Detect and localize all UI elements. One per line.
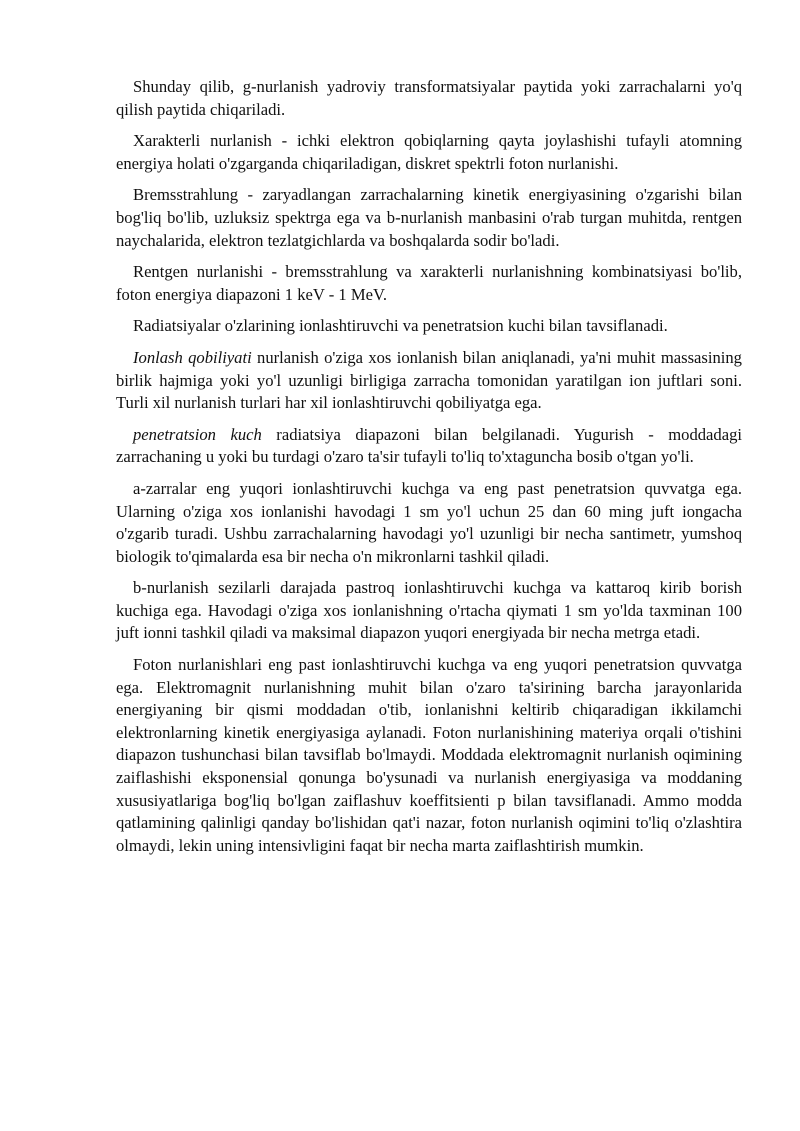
paragraph-text: Radiatsiyalar o'zlarining ionlashtiruvchi va penetratsion kuchi bilan tavsiflanadi. bbox=[133, 316, 668, 336]
paragraph-text: Bremsstrahlung - zaryadlangan zarrachalarning kinetik energiyasining o'zgarishi bilan bog'liq bo'lib, uzluksiz spektrga ega va b-nurlanish manbasini o'rab turgan muhitda, rentgen naychalarida, elektron tezlatgichlarda va boshqalarda sodir bo'ladi. bbox=[116, 185, 742, 250]
paragraph-text: a-zarralar eng yuqori ionlashtiruvchi kuchga va eng past penetratsion quvvatga ega. Ularning o'ziga xos ionlanishi havodagi 1 sm yo'l uchun 25 dan 60 ming juft iongacha o'zgarib turadi. Ushbu zarrachalarning havodagi yo'l uzunligi bir necha santimetr, yumshoq biologik to'qimalarda esa bir necha o'n mikronlarni tashkil qiladi. bbox=[116, 478, 742, 566]
paragraph-text: b-nurlanish sezilarli darajada pastroq ionlashtiruvchi kuchga va kattaroq kirib borish kuchiga ega. Havodagi o'ziga xos ionlanishning o'rtacha qiymati 1 sm yo'lda taxminan 100 juft ionni tashkil qiladi va maksimal diapazon yuqori energiyada bir necha metrga etadi. bbox=[116, 578, 742, 643]
paragraph-beta-radiation bbox=[116, 577, 742, 645]
paragraph-gamma-emission bbox=[116, 76, 742, 121]
paragraph-radiation-properties bbox=[116, 315, 742, 338]
paragraph-text: Rentgen nurlanishi - bremsstrahlung va xarakterli nurlanishning kombinatsiyasi bo'lib, foton energiya diapazoni 1 keV - 1 MeV. bbox=[116, 262, 742, 304]
paragraph-ionization-ability bbox=[116, 347, 742, 415]
paragraph-text: Xarakterli nurlanish - ichki elektron qobiqlarning qayta joylashishi tufayli atomning energiya holati o'zgarganda chiqariladigan, diskret spektrli foton nurlanishi. bbox=[116, 131, 742, 173]
paragraph-alpha-particles bbox=[116, 478, 742, 568]
paragraph-photon-radiation bbox=[116, 654, 742, 857]
paragraph-text: radiatsiya diapazoni bilan belgilanadi. Yugurish - moddadagi zarrachaning u yoki bu turdagi o'zaro ta'sir tufayli to'liq to'xtaguncha bosib o'tgan yo'li. bbox=[116, 424, 742, 467]
paragraph-bremsstrahlung bbox=[116, 184, 742, 252]
paragraph-xray-radiation bbox=[116, 261, 742, 306]
paragraph-characteristic-radiation bbox=[116, 130, 742, 175]
paragraph-text: nurlanish o'ziga xos ionlanish bilan aniqlanadi, ya'ni muhit massasining birlik hajmiga yoki yo'l uzunligi birligiga zarracha tomonidan yaratilgan ion juftlari soni. Turli xil nurlanish turlari har xil ionlashtiruvchi qobiliyatga ega. bbox=[116, 347, 742, 413]
document-page bbox=[116, 76, 742, 866]
paragraph-penetration-power bbox=[116, 424, 742, 469]
paragraph-text: Shunday qilib, g-nurlanish yadroviy transformatsiyalar paytida yoki zarrachalarni yo'q qilish paytida chiqariladi. bbox=[116, 77, 742, 119]
italic-term: Ionlash qobiliyati bbox=[133, 347, 252, 367]
paragraph-text: Foton nurlanishlari eng past ionlashtiruvchi kuchga va eng yuqori penetratsion quvvatga ega. Elektromagnit nurlanishning muhit bilan o'zaro ta'sirining barcha jarayonlarida energiyaning bir qismi moddadan o'tib, ionlanishni keltirib chiqaradigan ikkilamchi elektronlarning kinetik energiyasiga aylanadi. Foton nurlanishining materiya orqali o'tishini diapazon tushunchasi bilan tavsiflab bo'lmaydi. Moddada elektromagnit nurlanish oqimining zaiflashishi eksponensial qonunga bo'ysunadi va nurlanish energiyasiga va moddaning xususiyatlariga bog'liq bo'lgan zaiflashuv koeffitsienti p bilan tavsiflanadi. Ammo modda qatlamining qalinligi qanday bo'lishidan qat'i nazar, foton nurlanish oqimini to'liq o'zlashtira olmaydi, lekin uning intensivligini faqat bir necha marta zaiflashtirish mumkin. bbox=[116, 655, 742, 855]
italic-term: penetratsion kuch bbox=[133, 424, 262, 444]
